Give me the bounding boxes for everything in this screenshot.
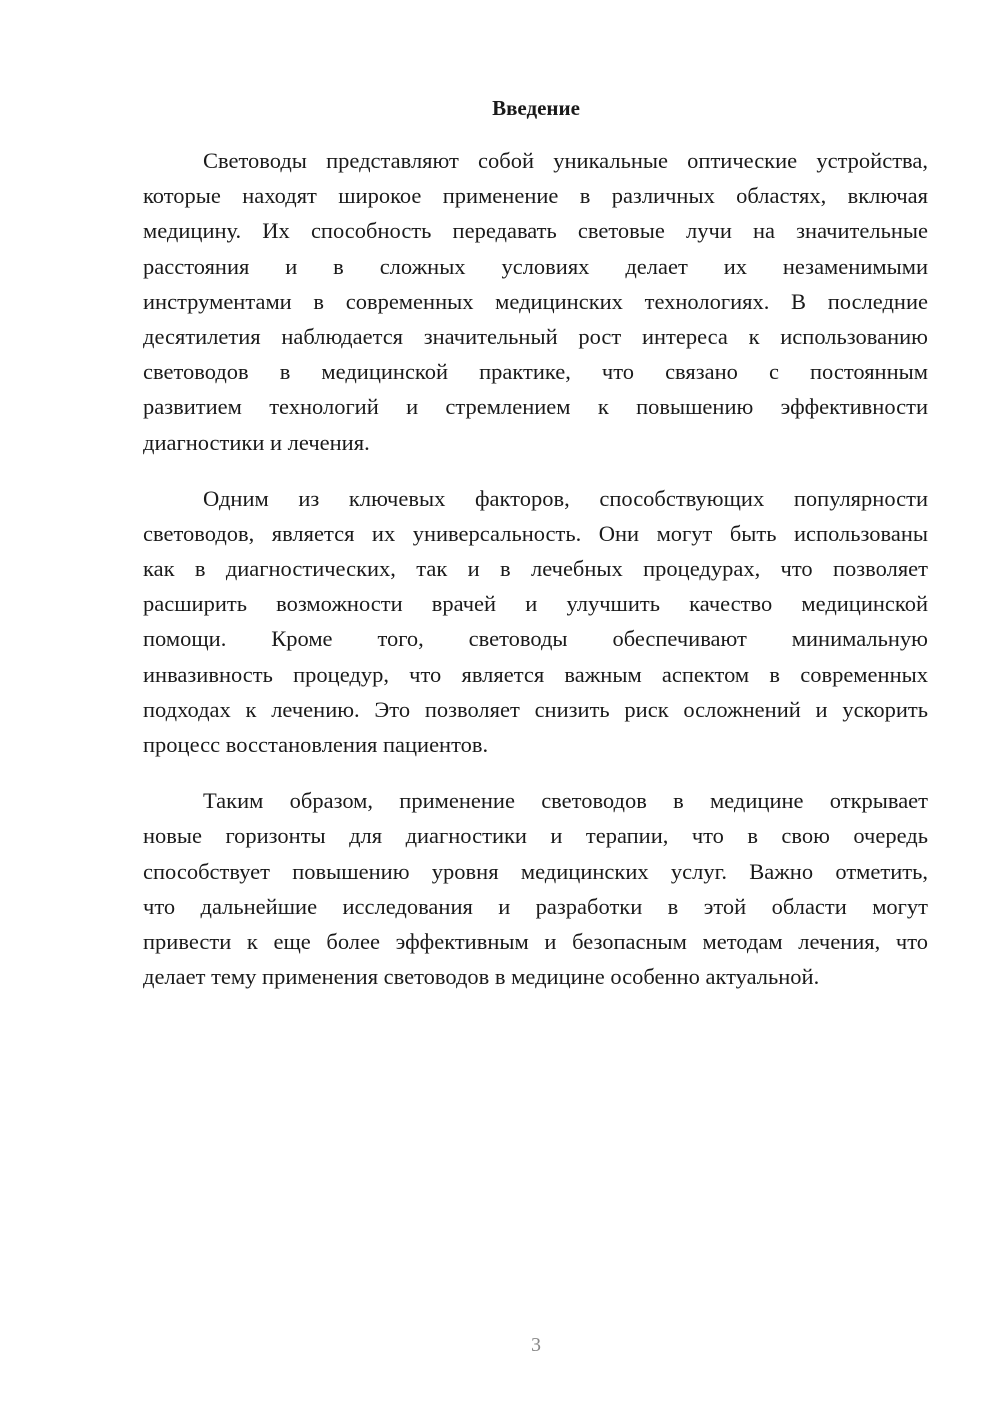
paragraph bbox=[143, 783, 928, 994]
paragraph bbox=[143, 481, 928, 763]
text-line: Световоды представляют собой уникальные оптические устройства, bbox=[203, 148, 928, 173]
text-line: инструментами в современных медицинских технологиях. В последние bbox=[143, 288, 928, 314]
section-heading: Введение bbox=[492, 96, 580, 120]
text-line: подходах к лечению. Это позволяет снизить риск осложнений и ускорить bbox=[143, 696, 928, 722]
text-line: как в диагностических, так и в лечебных процедурах, что позволяет bbox=[143, 556, 928, 582]
text-line: новые горизонты для диагностики и терапии, что в свою очередь bbox=[143, 823, 928, 849]
document-body bbox=[143, 143, 928, 1015]
page-number: 3 bbox=[531, 1334, 541, 1356]
text-line: световодов в медицинской практике, что связано с постоянным bbox=[143, 359, 928, 385]
text-line: световодов, является их универсальность. Они могут быть использованы bbox=[143, 520, 928, 546]
text-line: которые находят широкое применение в различных областях, включая bbox=[143, 183, 928, 209]
text-line: помощи. Кроме того, световоды обеспечивают минимальную bbox=[143, 626, 928, 652]
text-line: Таким образом, применение световодов в медицине открывает bbox=[203, 788, 928, 814]
text-line: привести к еще более эффективным и безопасным методам лечения, что bbox=[143, 928, 928, 954]
text-line: способствует повышению уровня медицинских услуг. Важно отметить, bbox=[143, 858, 928, 884]
text-line: развитием технологий и стремлением к повышению эффективности bbox=[143, 394, 928, 420]
text-line: делает тему применения световодов в медицине особенно актуальной. bbox=[143, 964, 820, 990]
text-line: расстояния и в сложных условиях делает их незаменимыми bbox=[143, 253, 928, 279]
paragraph bbox=[143, 143, 928, 460]
text-line: диагностики и лечения. bbox=[143, 429, 370, 455]
text-line: Одним из ключевых факторов, способствующих популярности bbox=[203, 485, 928, 511]
text-line: десятилетия наблюдается значительный рост интереса к использованию bbox=[143, 323, 928, 349]
text-line: инвазивность процедур, что является важным аспектом в современных bbox=[143, 661, 928, 687]
text-line: что дальнейшие исследования и разработки в этой области могут bbox=[143, 893, 928, 919]
text-line: медицину. Их способность передавать световые лучи на значительные bbox=[143, 218, 928, 244]
text-line: расширить возможности врачей и улучшить качество медицинской bbox=[143, 591, 928, 617]
text-line: процесс восстановления пациентов. bbox=[143, 732, 489, 757]
